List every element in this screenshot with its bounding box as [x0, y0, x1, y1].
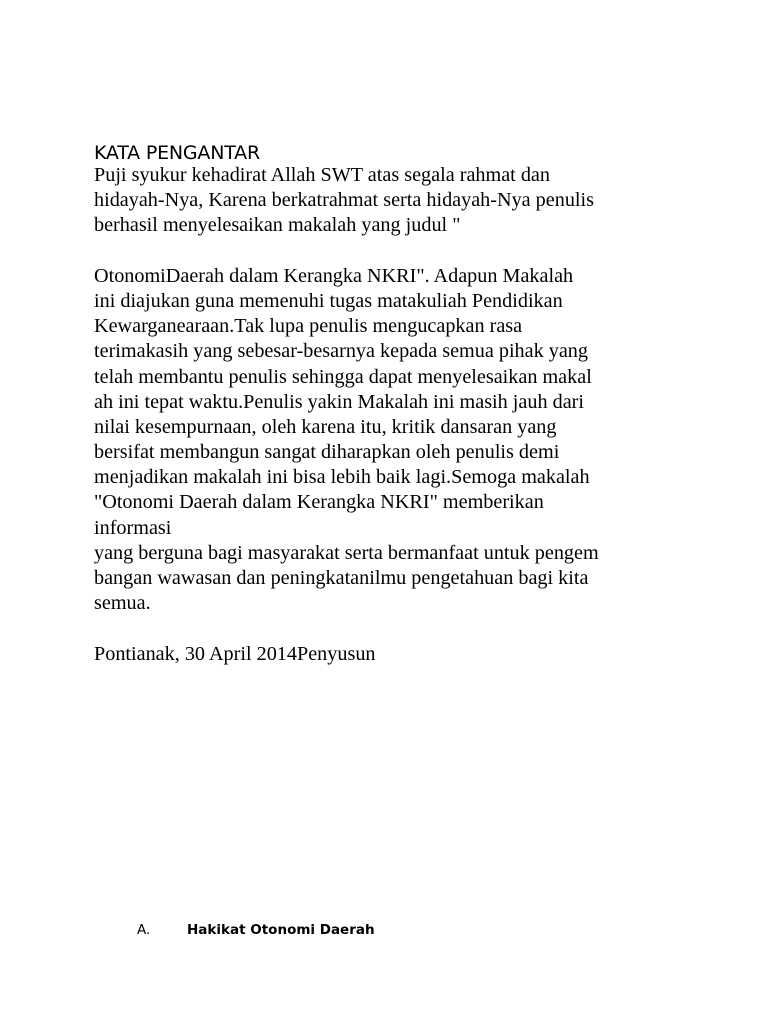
paragraph-spacer — [94, 616, 734, 641]
text-line: menjadikan makalah ini bisa lebih baik lagi.Semoga makalah — [94, 466, 590, 489]
paragraph-spacer — [94, 239, 734, 264]
text-line: bangan wawasan dan peningkatanilmu pengetahuan bagi kita — [94, 567, 589, 589]
text-line: Puji syukur kehadirat Allah SWT atas segala rahmat dan — [94, 164, 550, 186]
text-line: ini diajukan guna memenuhi tugas matakuliah Pendidikan — [94, 289, 563, 312]
text-line: nilai kesempurnaan, oleh karena itu, kritik dansaran yang — [94, 415, 557, 438]
text-line: yang berguna bagi masyarakat serta bermanfaat untuk pengem — [94, 541, 599, 564]
text-line: "Otonomi Daerah dalam Kerangka NKRI" memberikan — [94, 491, 544, 514]
text-line: semua. — [94, 592, 151, 615]
text-line: hidayah-Nya, Karena berkatrahmat serta hidayah-Nya penulis — [94, 189, 594, 212]
text-line: terimakasih yang sebesar-besarnya kepada semua pihak yang — [94, 340, 588, 363]
section-marker: A. — [137, 922, 151, 938]
text-line: bersifat membangun sangat diharapkan oleh penulis demi — [94, 441, 560, 464]
text-line: Kewarganearaan.Tak lupa penulis mengucapkan rasa — [94, 315, 523, 338]
text-line: ah ini tepat waktu.Penulis yakin Makalah ini masih jauh dari — [94, 390, 585, 413]
page-title: KATA PENGANTAR — [94, 142, 260, 164]
text-line: berhasil menyelesaikan makalah yang judul " — [94, 214, 461, 237]
preface-body — [94, 163, 734, 667]
section-title: Hakikat Otonomi Daerah — [187, 922, 375, 938]
signature-line: Pontianak, 30 April 2014Penyusun — [94, 642, 376, 665]
text-line: telah membantu penulis sehingga dapat menyelesaikan makal — [94, 365, 592, 388]
section-heading — [137, 921, 375, 939]
text-line: informasi — [94, 516, 172, 539]
text-line: OtonomiDaerah dalam Kerangka NKRI". Adapun Makalah — [94, 264, 574, 287]
